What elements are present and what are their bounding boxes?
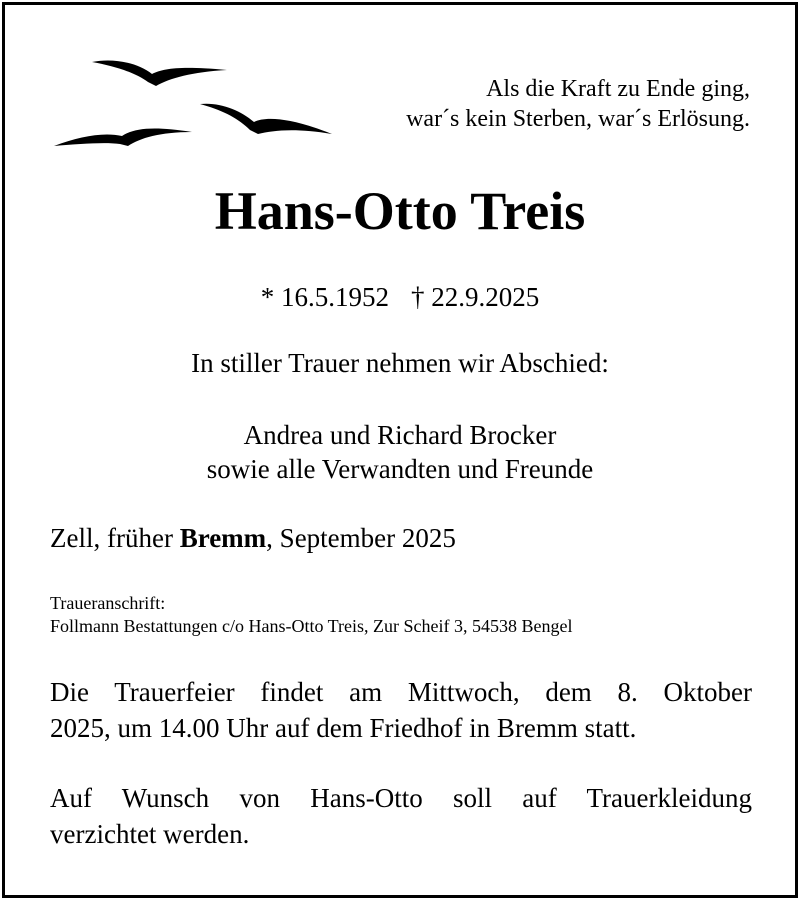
- ceremony-info: [50, 674, 752, 746]
- death-date: † 22.9.2025: [411, 282, 540, 312]
- wish-line-1: Auf Wunsch von Hans-Otto soll auf Trauerkleidung: [50, 783, 752, 813]
- place-town: Bremm: [179, 523, 267, 553]
- poem-line-2: war´s kein Sterben, war´s Erlösung.: [406, 106, 750, 132]
- poem: [330, 74, 750, 134]
- birth-date: * 16.5.1952: [260, 282, 389, 312]
- address-value: Follmann Bestattungen c/o Hans-Otto Treis, Zur Scheif 3, 54538 Bengel: [50, 616, 573, 636]
- address-label: Traueranschrift:: [50, 593, 166, 613]
- ceremony-line-2: 2025, um 14.00 Uhr auf dem Friedhof in Bremm statt.: [50, 713, 637, 743]
- place-suffix: , September 2025: [266, 523, 456, 553]
- life-dates: [0, 280, 800, 314]
- poem-line-1: Als die Kraft zu Ende ging,: [486, 76, 750, 102]
- place-date: [50, 521, 456, 555]
- wish-info: [50, 780, 752, 852]
- flying-birds-icon: [52, 52, 334, 162]
- place-prefix: Zell, früher: [50, 523, 180, 553]
- deceased-name: Hans-Otto Treis: [214, 181, 586, 241]
- farewell-text: In stiller Trauer nehmen wir Abschied:: [191, 348, 609, 378]
- ceremony-line-1: Die Trauerfeier findet am Mittwoch, dem 8. Oktober: [50, 677, 752, 707]
- mourners: [0, 418, 800, 486]
- mourners-line-2: sowie alle Verwandten und Freunde: [206, 454, 594, 484]
- mourners-line-1: Andrea und Richard Brocker: [243, 420, 557, 450]
- wish-line-2: verzichtet werden.: [50, 819, 250, 849]
- mourning-address: [50, 592, 572, 638]
